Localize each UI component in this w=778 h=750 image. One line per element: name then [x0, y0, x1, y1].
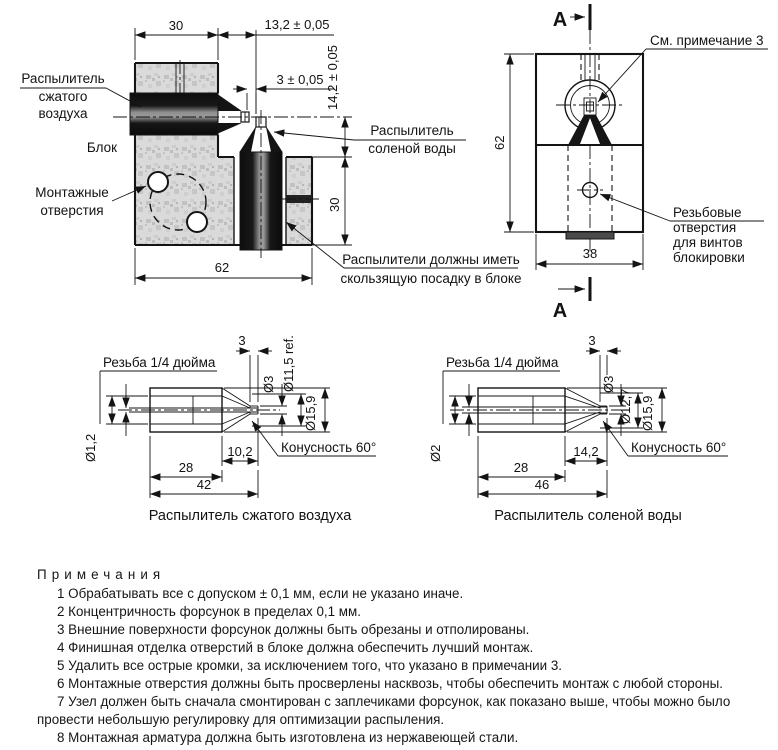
dim-30-right: 30: [327, 197, 342, 212]
air-thread-label: Резьба 1/4 дюйма: [103, 355, 216, 370]
section-bottom-notch: [566, 232, 614, 239]
sliding-fit-note: [286, 222, 521, 286]
notes-title: Примечания: [37, 567, 166, 582]
dim-62-section: 62: [492, 135, 507, 150]
section-view: [492, 4, 768, 322]
air-dim-cone-dia: Ø11,5 ref.: [281, 335, 296, 392]
block-body: [135, 60, 312, 245]
note-item-3: 3 Внешние поверхности форсунок должны быть обрезаны и отполированы.: [57, 622, 530, 637]
svg-text:А: А: [552, 9, 568, 31]
note-item-8: 8 Монтажная арматура должна быть изготовлена из нержавеющей стали.: [57, 730, 519, 745]
detail-air-sprayer: [83, 333, 376, 524]
svg-text:Монтажные: Монтажные: [35, 185, 109, 200]
air-sprayer: [130, 93, 249, 135]
dim-38: 38: [582, 246, 598, 261]
salt-dim-tip-dia: Ø3: [601, 375, 616, 393]
salt-detail-title: Распылитель соленой воды: [494, 508, 682, 524]
air-sprayer-label: [20, 71, 141, 121]
salt-dim-cone-len: 14,2: [573, 444, 599, 459]
block-label: Блок: [86, 140, 118, 155]
salt-dim-tip-len: 3: [588, 333, 596, 348]
note-item-6: 6 Монтажные отверстия должны быть просверлены насквозь, чтобы обеспечить монтаж с любой стороны.: [57, 676, 723, 691]
salt-taper-label: Конусность 60°: [631, 440, 727, 455]
locking-screw-hole-side: [282, 195, 322, 203]
svg-text:для винтов: для винтов: [673, 235, 743, 250]
air-dim-cone-len: 10,2: [227, 444, 253, 459]
salt-dim-total-len: 46: [534, 477, 550, 492]
note-item-7: 7 Узел должен быть сначала смонтирован с заплечиками форсунок, как показано выше, чтобы можно было провести небольшую регулировку для оптимизации распыления.: [37, 694, 731, 727]
svg-text:А: А: [552, 300, 568, 322]
mounting-holes-label: [35, 185, 146, 218]
svg-text:воздуха: воздуха: [38, 106, 88, 121]
salt-detail-body: [450, 388, 628, 432]
dim-30-top: 30: [168, 18, 184, 33]
note-item-1: 1 Обрабатывать все с допуском ± 0,1 мм, если не указано иначе.: [57, 586, 464, 601]
detail-salt-sprayer: [428, 333, 728, 524]
note-item-2: 2 Концентричность форсунок в пределах 0,1 мм.: [57, 604, 361, 619]
svg-text:отверстия: отверстия: [673, 220, 737, 235]
svg-text:Распылитель: Распылитель: [370, 123, 454, 138]
air-taper-label: Конусность 60°: [281, 440, 377, 455]
air-dim-tip-dia: Ø3: [261, 375, 276, 393]
air-dim-total-len: 42: [196, 477, 212, 492]
svg-text:отверстия: отверстия: [40, 203, 104, 218]
air-dim-body-dia: Ø15,9: [303, 395, 318, 431]
svg-text:Резьбовые: Резьбовые: [673, 205, 742, 220]
dim-62-assembly: 62: [214, 260, 230, 275]
air-dim-tip-len: 3: [238, 333, 246, 348]
svg-text:блокировки: блокировки: [673, 250, 745, 265]
air-detail-title: Распылитель сжатого воздуха: [148, 508, 352, 524]
section-cut-mark-top: [553, 4, 590, 31]
dim-14-2: 14,2 ± 0,05: [325, 45, 340, 110]
svg-text:сжатого: сжатого: [38, 89, 88, 104]
see-note-label: [598, 33, 768, 102]
air-detail-dimensions: [83, 333, 376, 498]
lock-holes-label: [600, 194, 764, 265]
salt-dim-body-dia: Ø15,9: [640, 395, 655, 431]
air-dim-bore: Ø1,2: [83, 433, 98, 462]
section-cut-mark-bottom: [553, 277, 590, 322]
note-item-5: 5 Удалить все острые кромки, за исключением того, что указано в примечании 3.: [57, 658, 563, 673]
salt-detail-dimensions: [428, 333, 728, 498]
salt-sprayer-label: [274, 123, 466, 156]
assembly-view: [20, 17, 521, 286]
svg-text:соленой воды: соленой воды: [368, 141, 456, 156]
note-item-4: 4 Финишная отделка отверстий в блоке должна обеспечить лучший монтаж.: [57, 640, 534, 655]
salt-dim-cone-dia: Ø12,7: [618, 388, 633, 424]
svg-text:Распылители должны иметь: Распылители должны иметь: [342, 252, 520, 267]
salt-dim-thread-len: 28: [513, 460, 529, 475]
svg-text:См. примечание 3: См. примечание 3: [650, 33, 764, 48]
svg-text:Распылитель: Распылитель: [21, 71, 105, 86]
salt-dim-bore: Ø2: [428, 444, 443, 462]
air-dim-thread-len: 28: [178, 460, 194, 475]
dim-13-2: 13,2 ± 0,05: [264, 17, 330, 32]
salt-thread-label: Резьба 1/4 дюйма: [446, 355, 559, 370]
svg-text:скользящую посадку в блоке: скользящую посадку в блоке: [340, 271, 522, 286]
dim-3-gap: 3 ± 0,05: [276, 72, 324, 87]
notes-section: [0, 566, 778, 747]
